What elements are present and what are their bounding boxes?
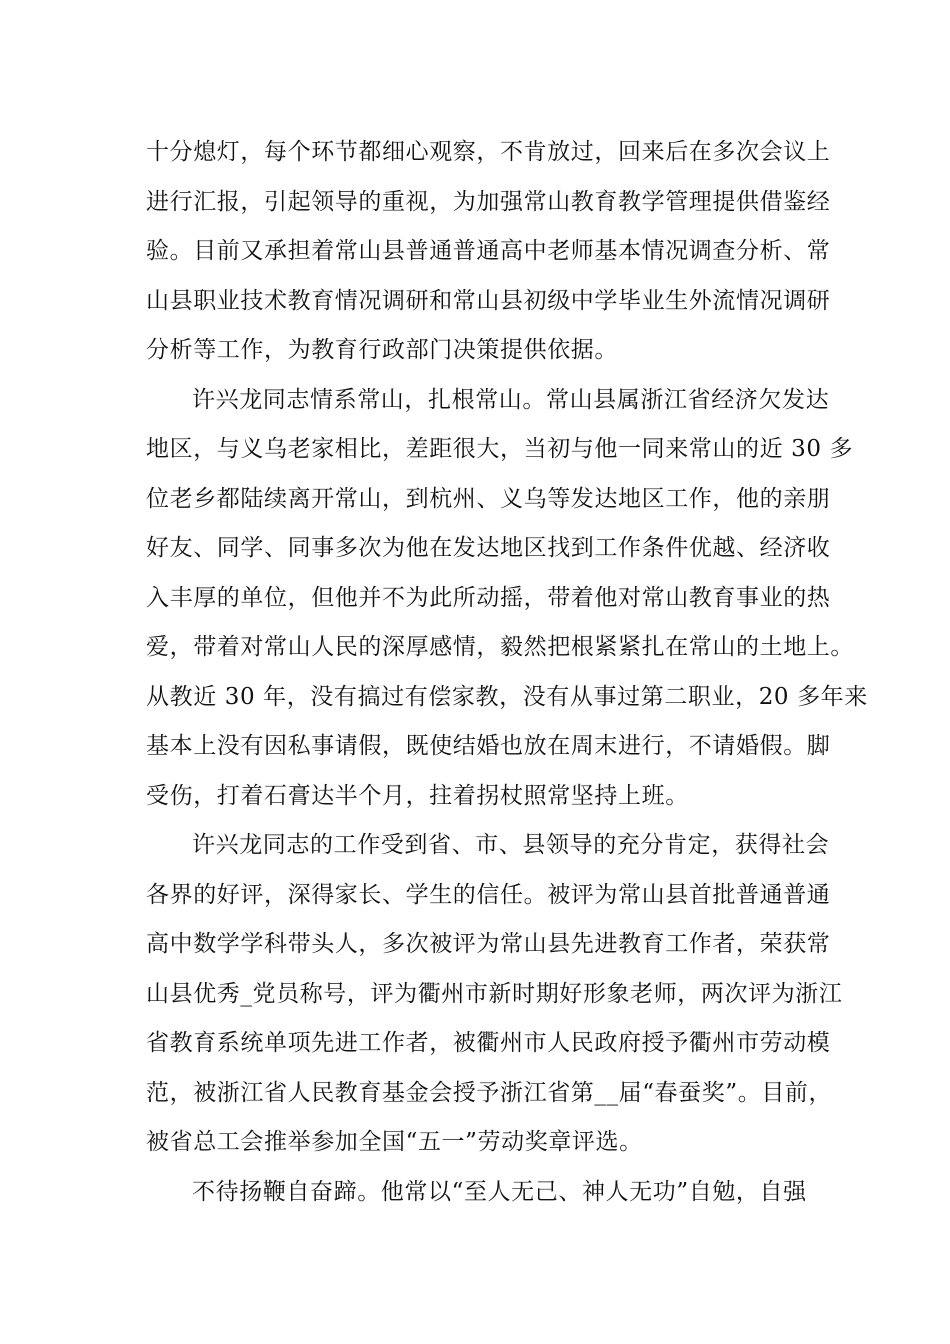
text-line: 爱，带着对常山人民的深厚感情，毅然把根紧紧扎在常山的土地上。 — [146, 634, 854, 660]
text-line: 省教育系统单项先进工作者，被衢州市人民政府授予衢州市劳动模 — [146, 1030, 831, 1056]
text-line: 进行汇报，引起领导的重视，为加强常山教育教学管理提供借鉴经 — [146, 188, 831, 215]
text-line: 山县职业技术教育情况调研和常山县初级中学毕业生外流情况调研 — [146, 287, 831, 314]
body-text — [146, 128, 868, 1217]
text-line: 受伤，打着石膏达半个月，拄着拐杖照常坚持上班。 — [146, 782, 689, 809]
text-line: 被省总工会推举参加全国“五一”劳动奖章评选。 — [146, 1129, 643, 1155]
text-line: 十分熄灯，每个环节都细心观察，不肯放过，回来后在多次会议上 — [146, 139, 831, 165]
text-line: 基本上没有因私事请假，既使结婚也放在周末进行，不请婚假。脚 — [146, 733, 831, 759]
text-line: 位老乡都陆续离开常山，到杭州、义乌等发达地区工作，他的亲朋 — [146, 485, 831, 512]
text-line: 山县优秀_党员称号，评为衢州市新时期好形象老师，两次评为浙江 — [146, 980, 843, 1007]
paragraph-first-line: 不待扬鞭自奋蹄。他常以“至人无己、神人无功”自勉，自强 — [192, 1178, 807, 1205]
text-line: 从教近 30 年，没有搞过有偿家教，没有从事过第二职业，20 多年来 — [146, 683, 868, 710]
paragraph-first-line: 许兴龙同志的工作受到省、市、县领导的充分肯定，获得社会 — [192, 832, 830, 858]
text-line: 高中数学学科带头人，多次被评为常山县先进教育工作者，荣获常 — [146, 931, 831, 957]
text-line: 各界的好评，深得家长、学生的信任。被评为常山县首批普通普通 — [146, 881, 831, 908]
text-line: 验。目前又承担着常山县普通普通高中老师基本情况调查分析、常 — [146, 238, 831, 264]
text-line: 范，被浙江省人民教育基金会授予浙江省第__届“春蚕奖”。目前， — [146, 1079, 833, 1106]
text-line: 地区，与义乌老家相比，差距很大，当初与他一同来常山的近 30 多 — [146, 436, 854, 462]
text-line: 分析等工作，为教育行政部门决策提供依据。 — [146, 337, 618, 363]
text-line: 好友、同学、同事多次为他在发达地区找到工作条件优越、经济收 — [146, 535, 831, 561]
text-line: 入丰厚的单位，但他并不为此所动摇，带着他对常山教育事业的热 — [146, 584, 831, 611]
paragraph-first-line: 许兴龙同志情系常山，扎根常山。常山县属浙江省经济欠发达 — [192, 386, 830, 413]
